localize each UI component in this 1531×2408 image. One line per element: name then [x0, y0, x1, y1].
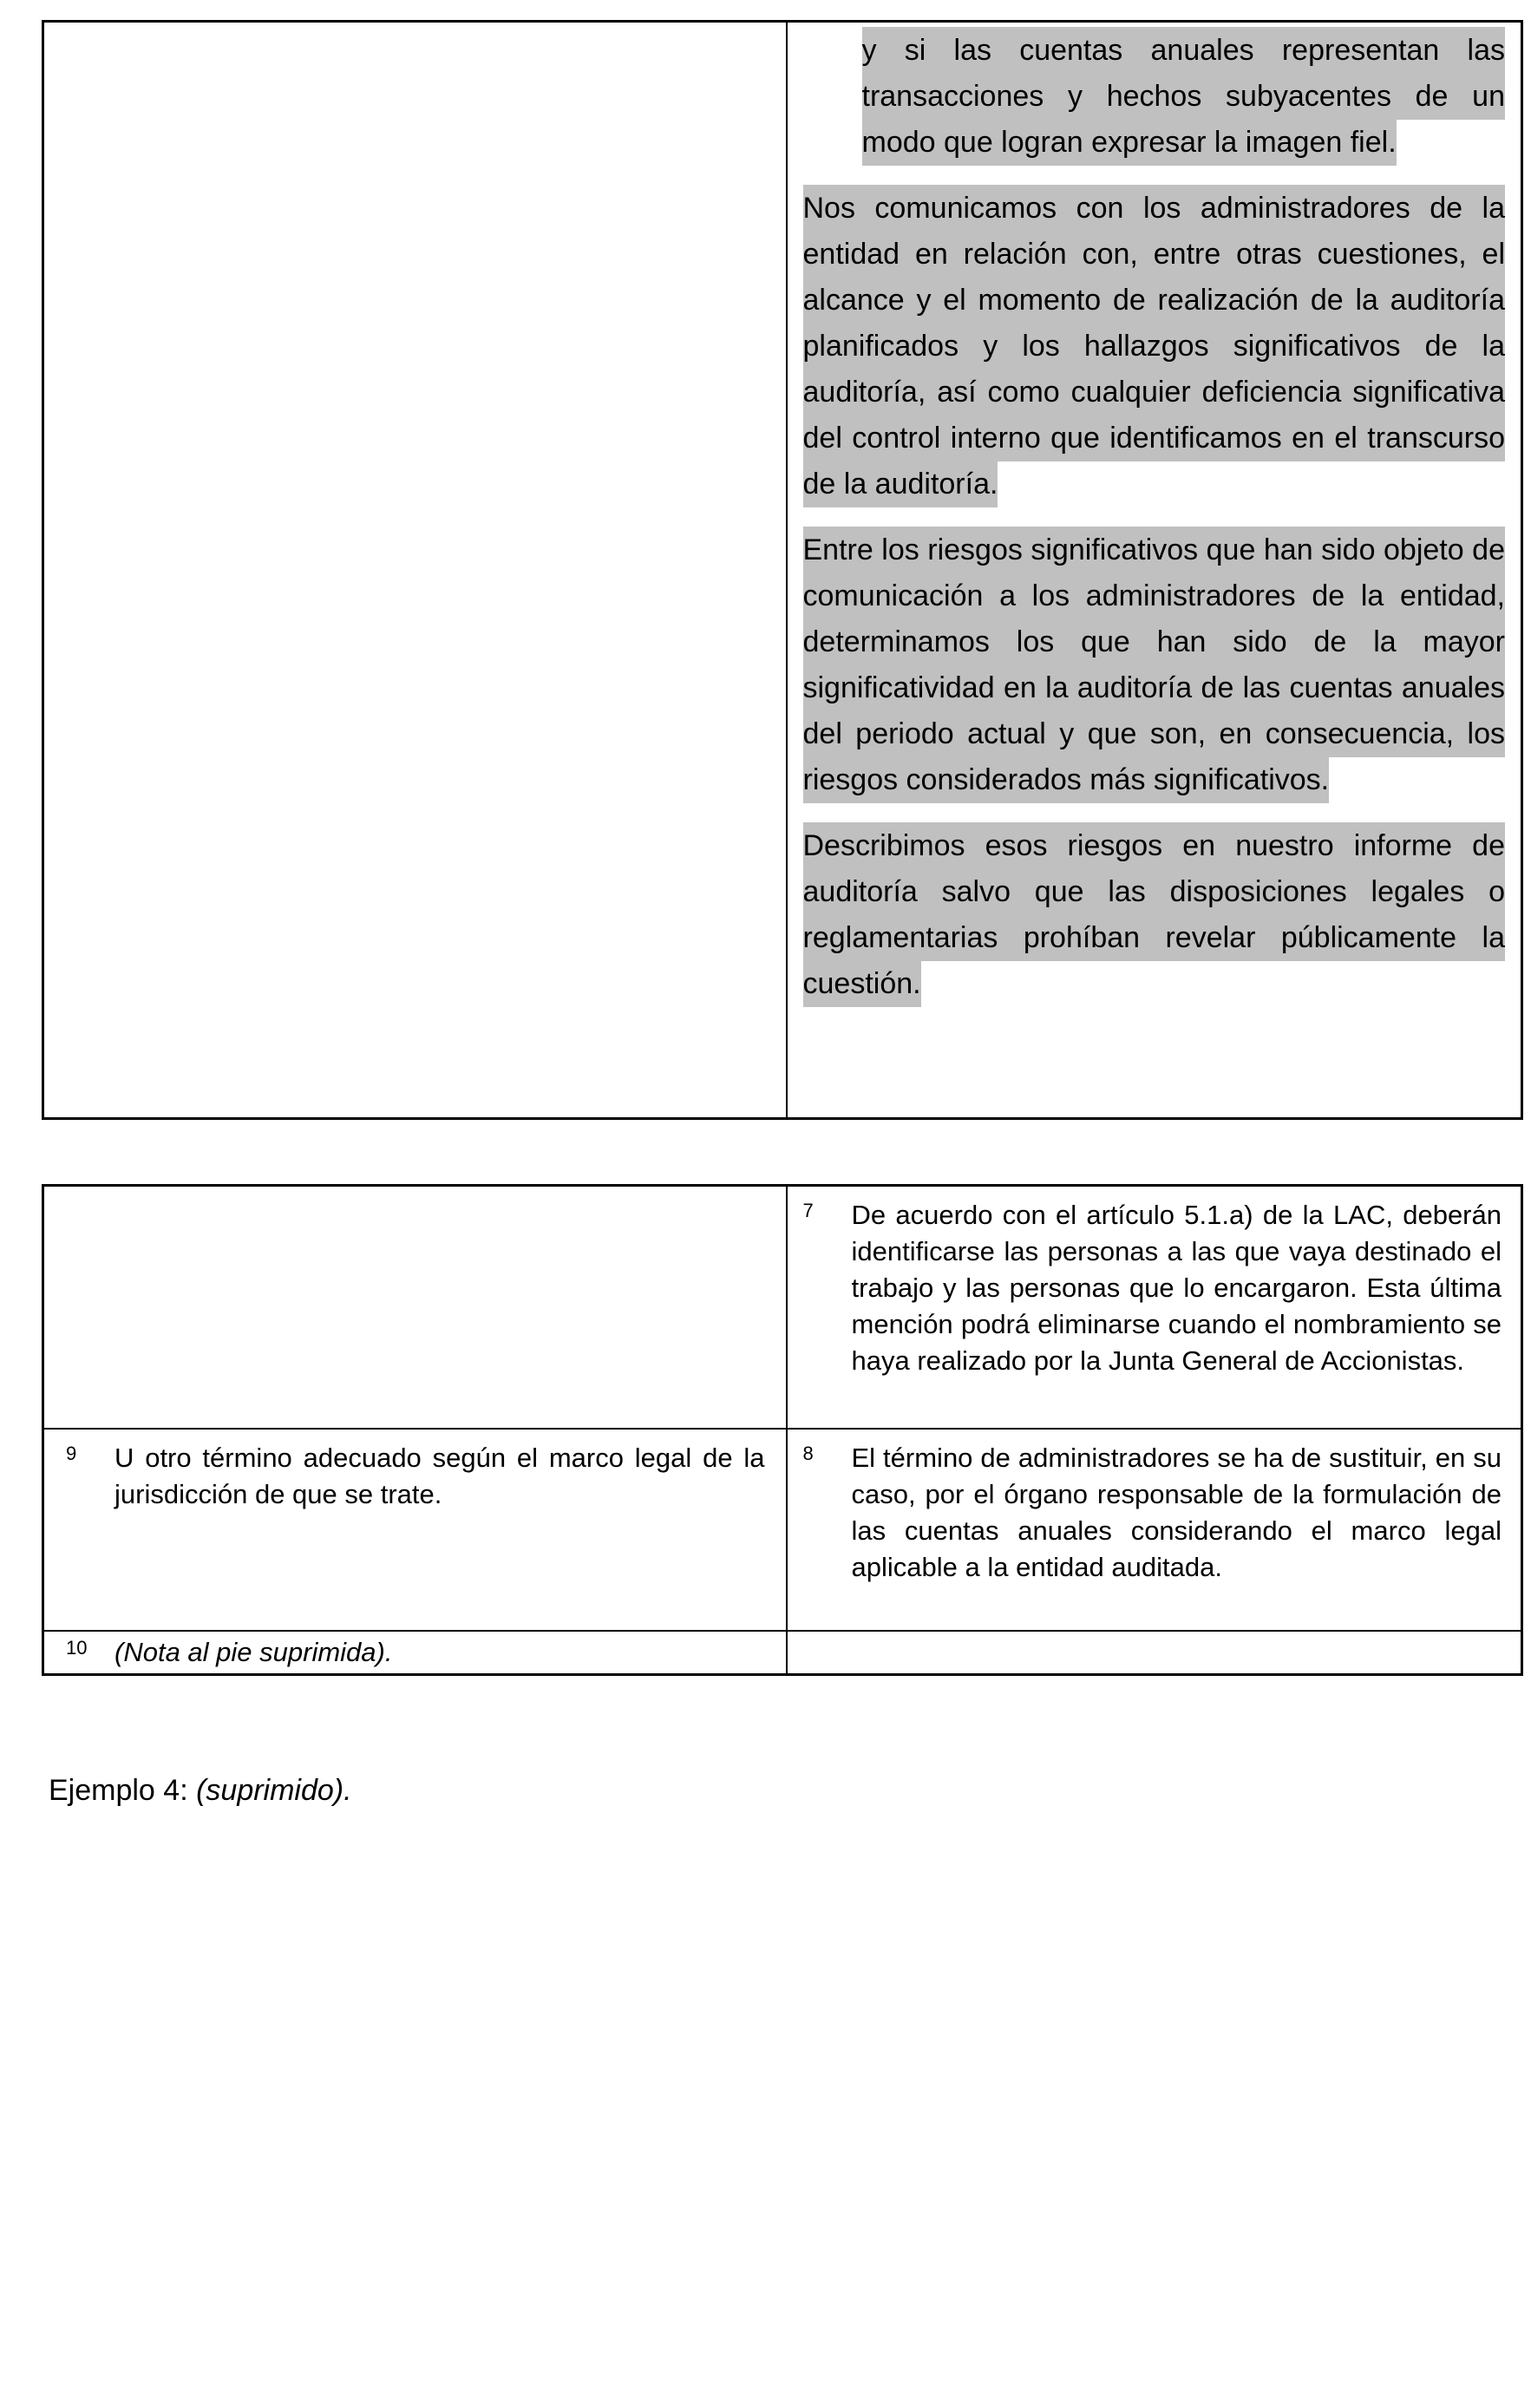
footnote-8: [803, 1440, 1502, 1586]
footnote-8-number: 8: [802, 1442, 814, 1464]
highlighted-text: Entre los riesgos significativos que han sido objeto de comunicación a los administradores de la entidad, determinamos los que han sido de la mayor significatividad en la auditoría de las cuentas anuales del periodo actual y que son, en consecuencia, los riesgos considerados más significativos.: [803, 527, 1506, 803]
footnote-7: [803, 1197, 1502, 1379]
audit-table-empty-cell: [43, 22, 787, 1119]
footnote-row-3: [43, 1631, 1522, 1675]
footnote-row3-empty-cell: [787, 1631, 1522, 1675]
audit-table-text-cell: [787, 22, 1522, 1119]
footnotes-table: [42, 1184, 1523, 1676]
footnote-7-number: 7: [802, 1200, 814, 1221]
footnote-row1-empty-cell: [43, 1186, 787, 1429]
footnote-9-cell: [43, 1429, 787, 1631]
footnote-9-text: U otro término adecuado según el marco legal de la jurisdicción de que se trate.: [114, 1442, 765, 1509]
audit-table-row: [43, 22, 1522, 1119]
example-caption: [49, 1771, 352, 1809]
footnote-10-number: 10: [66, 1636, 88, 1659]
audit-text-table: [42, 20, 1523, 1120]
footnote-9-number: 9: [66, 1442, 77, 1464]
footnote-9: [66, 1440, 765, 1513]
footnote-8-cell: [787, 1429, 1522, 1631]
footnote-8-text: El término de administradores se ha de sustituir, en su caso, por el órgano responsable de la formulación de las cuentas anuales considerando el marco legal aplicable a la entidad auditada.: [851, 1442, 1502, 1582]
paragraph-describimos: [803, 823, 1506, 1007]
paragraph-nos-comunicamos: [803, 186, 1506, 507]
footnote-row-2: [43, 1429, 1522, 1631]
footnote-7-cell: [787, 1186, 1522, 1429]
highlighted-text: Nos comunicamos con los administradores de la entidad en relación con, entre otras cuestiones, el alcance y el momento de realización de la auditoría planificados y los hallazgos significativos de la auditoría, así como cualquier deficiencia significativa del control interno que identificamos en el transcurso de la auditoría.: [803, 185, 1506, 507]
paragraph-imagen-fiel: [803, 28, 1506, 166]
highlighted-text: Describimos esos riesgos en nuestro informe de auditoría salvo que las disposiciones legales o reglamentarias prohíban revelar públicamente la cuestión.: [803, 822, 1506, 1007]
example-caption-note: (suprimido).: [187, 1774, 352, 1807]
footnote-10-cell: [43, 1631, 787, 1675]
footnote-row-1: [43, 1186, 1522, 1429]
highlighted-text: y si las cuentas anuales representan las transacciones y hechos subyacentes de un modo que logran expresar la imagen fiel.: [862, 27, 1506, 166]
footnote-7-text: De acuerdo con el artículo 5.1.a) de la LAC, deberán identificarse las personas a las que vaya destinado el trabajo y las personas que lo encargaron. Esta última mención podrá eliminarse cuando el nombramiento se haya realizado por la Junta General de Accionistas.: [851, 1200, 1502, 1376]
footnote-10-text: (Nota al pie suprimida).: [114, 1636, 393, 1667]
paragraph-entre-los-riesgos: [803, 527, 1506, 803]
footnote-10: [66, 1634, 765, 1671]
example-caption-label: Ejemplo 4:: [49, 1774, 188, 1807]
